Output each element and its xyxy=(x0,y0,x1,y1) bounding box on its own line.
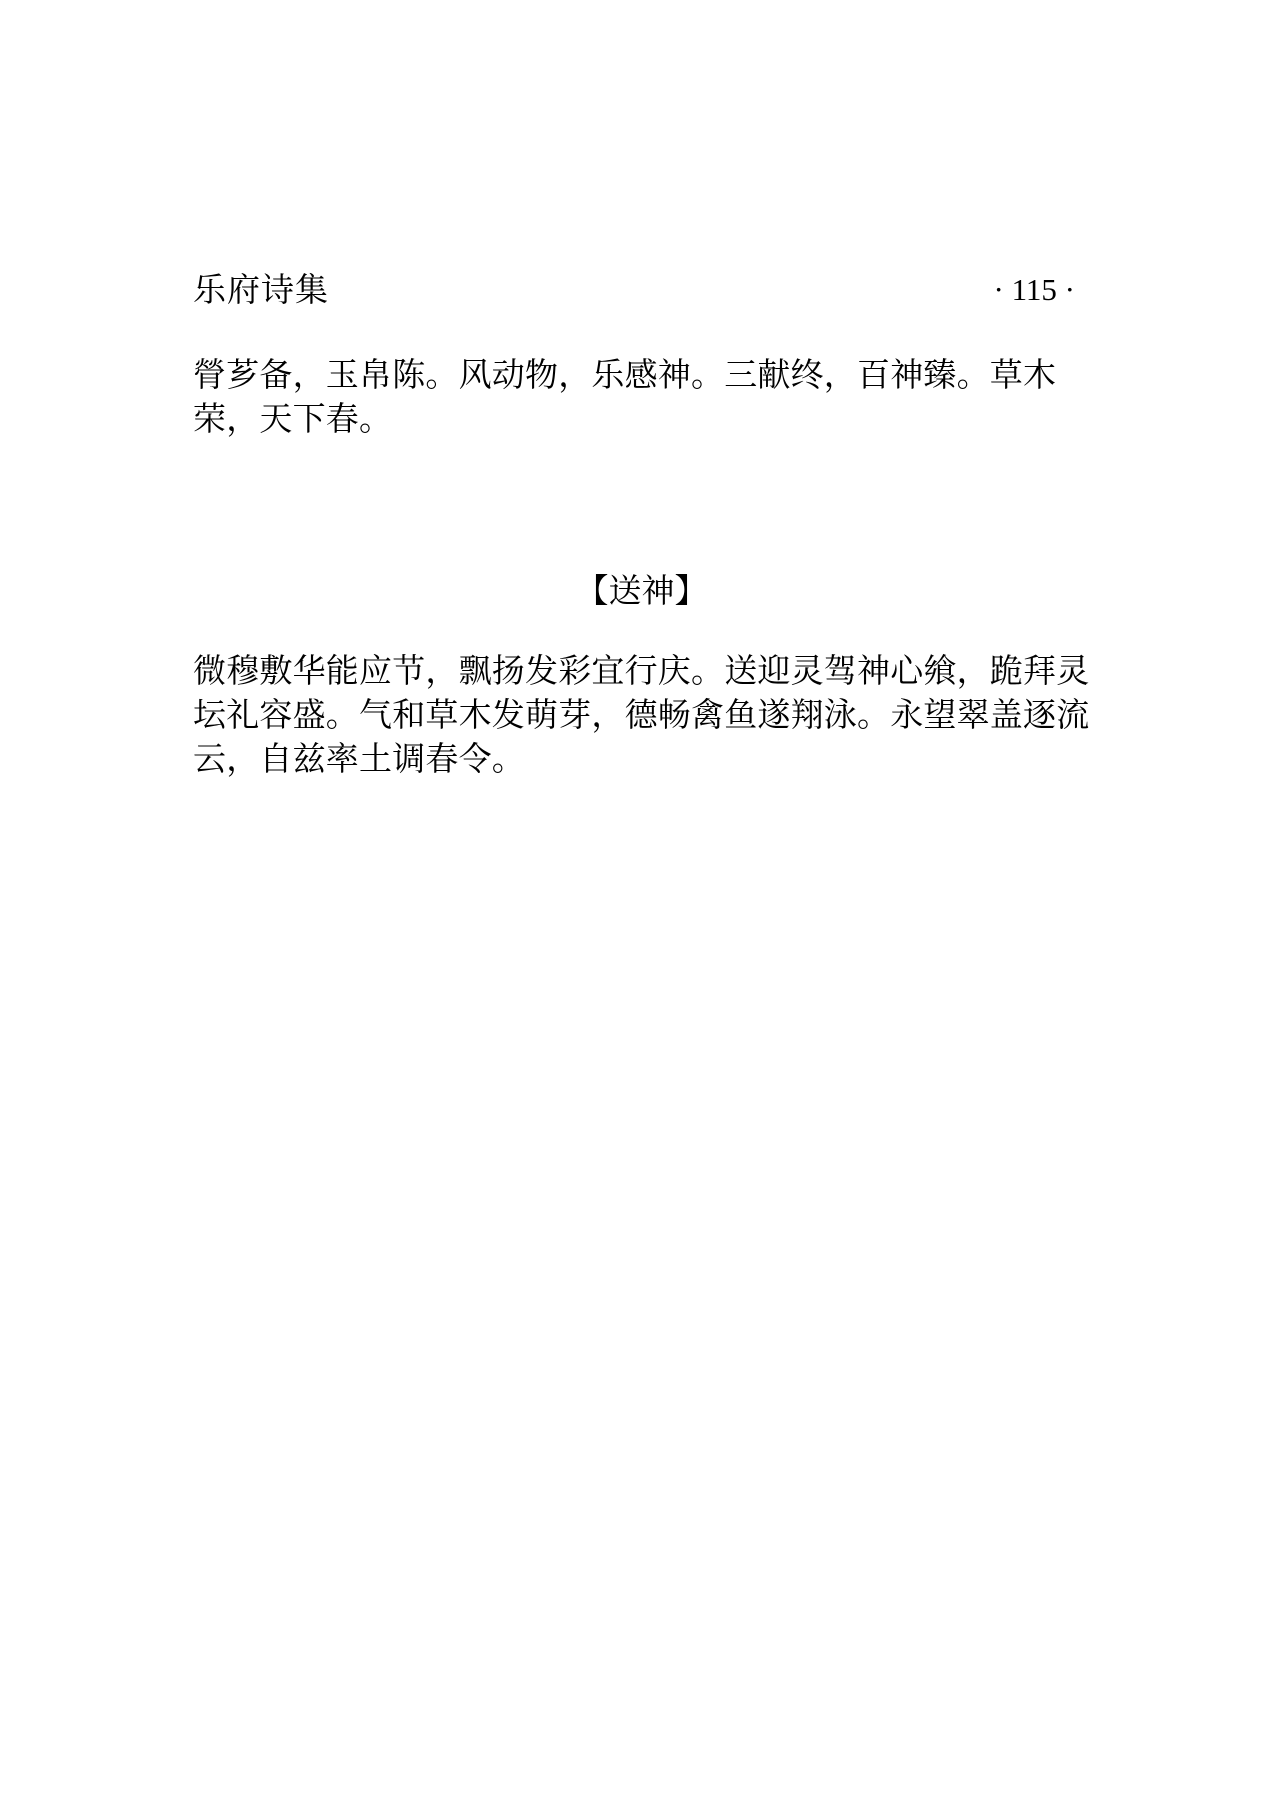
page-number: · 115 · xyxy=(993,272,1075,307)
section-heading: 【送神】 xyxy=(575,571,708,610)
running-header xyxy=(193,268,1075,312)
paragraph-2: 微穆敷华能应节，飘扬发彩宜行庆。送迎灵驾神心飨，跪拜灵坛礼容盛。气和草木发萌芽，德畅禽鱼遂翔泳。永望翠盖逐流云，自兹率土调春令。 xyxy=(193,651,1090,778)
paragraph-1: 膋芗备，玉帛陈。风动物，乐感神。三献终，百神臻。草木荣，天下春。 xyxy=(193,355,1057,438)
book-title: 乐府诗集 xyxy=(193,270,329,309)
